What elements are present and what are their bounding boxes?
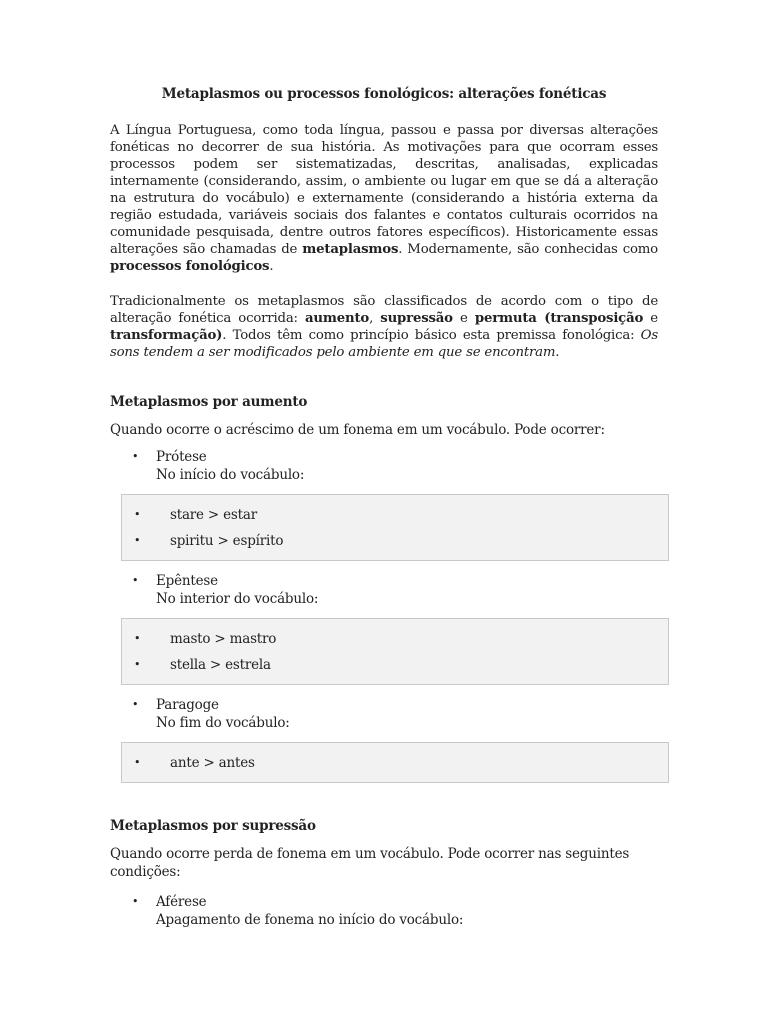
bullet-icon: • [132, 895, 139, 908]
example-row [122, 626, 668, 652]
example-row [122, 652, 668, 678]
example-text: stare > estar [170, 507, 257, 523]
example-box-protese [121, 494, 669, 561]
section-intro-aumento: Quando ocorre o acréscimo de um fonema em um vocábulo. Pode ocorrer: [110, 422, 605, 438]
example-text: ante > antes [170, 755, 255, 771]
example-box-epentese [121, 618, 669, 685]
text-run: . Todos têm como princípio básico esta premissa fonológica: [222, 328, 641, 343]
item-desc: No fim do vocábulo: [156, 715, 290, 731]
text-run: A Língua Portuguesa, como toda língua, passou e passa por diversas alterações fonéticas no decorrer de sua história. As motivações para que ocorram esses processos podem ser sistematizadas, descritas, analisadas, explicadas internamente (considerando, assim, o ambiente ou lugar em que se dá a alteração na estrutura do vocábulo) e externamente (considerando a história externa da região estudada, variáveis sociais dos falantes e contatos culturais ocorridos na comunidade pesquisada, dentre outros fatores específicos). Historicamente essas alterações são chamadas de [110, 123, 658, 257]
item-name: Prótese [156, 449, 207, 465]
paragraph-classification [110, 293, 658, 361]
bullet-icon: • [132, 574, 139, 587]
example-text: masto > mastro [170, 631, 277, 647]
bold-term: permuta (transposição [474, 311, 644, 326]
example-text: stella > estrela [170, 657, 271, 673]
bullet-icon: • [134, 534, 141, 547]
item-name: Epêntese [156, 573, 218, 589]
bold-term: metaplasmos [302, 242, 399, 257]
text-run: Tradicionalmente os metaplasmos são classificados de acordo com o tipo de alteração fonética ocorrida: [110, 294, 658, 326]
text-run: . [555, 345, 560, 360]
paragraph-intro [110, 122, 658, 275]
bold-term: aumento [305, 311, 370, 326]
list-item-protese [110, 448, 658, 484]
bullet-icon: • [134, 756, 141, 769]
bold-term: supressão [380, 311, 453, 326]
text-run: e [643, 311, 658, 326]
list-item-paragoge [110, 696, 658, 732]
text-run: , [369, 311, 381, 326]
text-run: . Modernamente, são conhecidas como [398, 242, 658, 257]
example-row [122, 502, 668, 528]
section-heading-aumento: Metaplasmos por aumento [110, 394, 308, 410]
text-run: . [269, 259, 274, 274]
list-item-aferese [110, 893, 658, 929]
bullet-icon: • [132, 698, 139, 711]
example-row [122, 528, 668, 554]
section-heading-supressao: Metaplasmos por supressão [110, 818, 316, 834]
item-desc: No início do vocábulo: [156, 467, 305, 483]
list-item-epentese [110, 572, 658, 608]
bold-term: processos fonológicos [110, 259, 270, 274]
italic-premise: Os sons tendem a ser modificados pelo ambiente em que se encontram [110, 328, 658, 360]
item-name: Aférese [156, 894, 207, 910]
example-box-paragoge [121, 742, 669, 783]
bullet-icon: • [134, 658, 141, 671]
document-page [110, 84, 658, 929]
text-run: e [452, 311, 475, 326]
bullet-icon: • [132, 450, 139, 463]
document-title: Metaplasmos ou processos fonológicos: alterações fonéticas [161, 86, 607, 102]
bullet-icon: • [134, 508, 141, 521]
example-text: spiritu > espírito [170, 533, 284, 549]
bullet-icon: • [134, 632, 141, 645]
section-intro-supressao: Quando ocorre perda de fonema em um vocábulo. Pode ocorrer nas seguintes condições: [110, 846, 630, 880]
item-desc: Apagamento de fonema no início do vocábulo: [156, 912, 464, 928]
item-desc: No interior do vocábulo: [156, 591, 319, 607]
example-row [122, 750, 668, 776]
bold-term: transformação) [110, 328, 223, 343]
item-name: Paragoge [156, 697, 219, 713]
